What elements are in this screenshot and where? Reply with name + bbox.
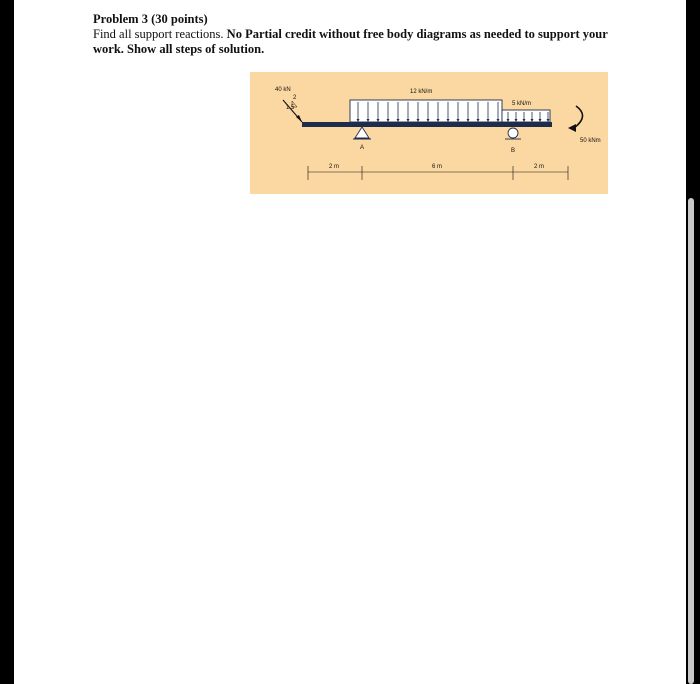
support-a-pin-icon xyxy=(355,127,369,138)
support-b-label: B xyxy=(511,148,516,154)
beam xyxy=(302,122,552,127)
point-load-label: 40 kN xyxy=(275,87,291,93)
instructions-plain: Find all support reactions. xyxy=(93,27,227,41)
dim-left-label: 2 m xyxy=(329,164,340,170)
dim-mid-label: 6 m xyxy=(432,164,443,170)
udl-end-label: 5 kN/m xyxy=(512,101,532,107)
support-a-label: A xyxy=(360,145,365,151)
document-page xyxy=(14,0,686,684)
udl-main-arrows xyxy=(357,102,500,122)
beam-diagram-svg xyxy=(250,72,608,194)
problem-title: Problem 3 (30 points) xyxy=(93,12,208,26)
vertical-scrollbar[interactable] xyxy=(688,198,694,684)
slope-rise: 2 xyxy=(293,95,297,101)
moment-label: 50 kNm xyxy=(580,138,601,144)
problem-instructions xyxy=(93,27,633,57)
dim-right-label: 2 m xyxy=(534,164,545,170)
udl-end-box xyxy=(502,110,550,122)
beam-diagram xyxy=(250,72,608,194)
udl-main-label: 12 kN/m xyxy=(410,89,433,95)
instructions-bold: No Partial credit without free body diagrams as needed to support your work. Show all steps of solution. xyxy=(93,27,608,56)
udl-main-box xyxy=(350,100,502,122)
support-b-roller-icon xyxy=(508,128,518,138)
slope-run: 1.5 xyxy=(286,105,295,111)
moment-arrowhead-icon xyxy=(568,124,576,132)
